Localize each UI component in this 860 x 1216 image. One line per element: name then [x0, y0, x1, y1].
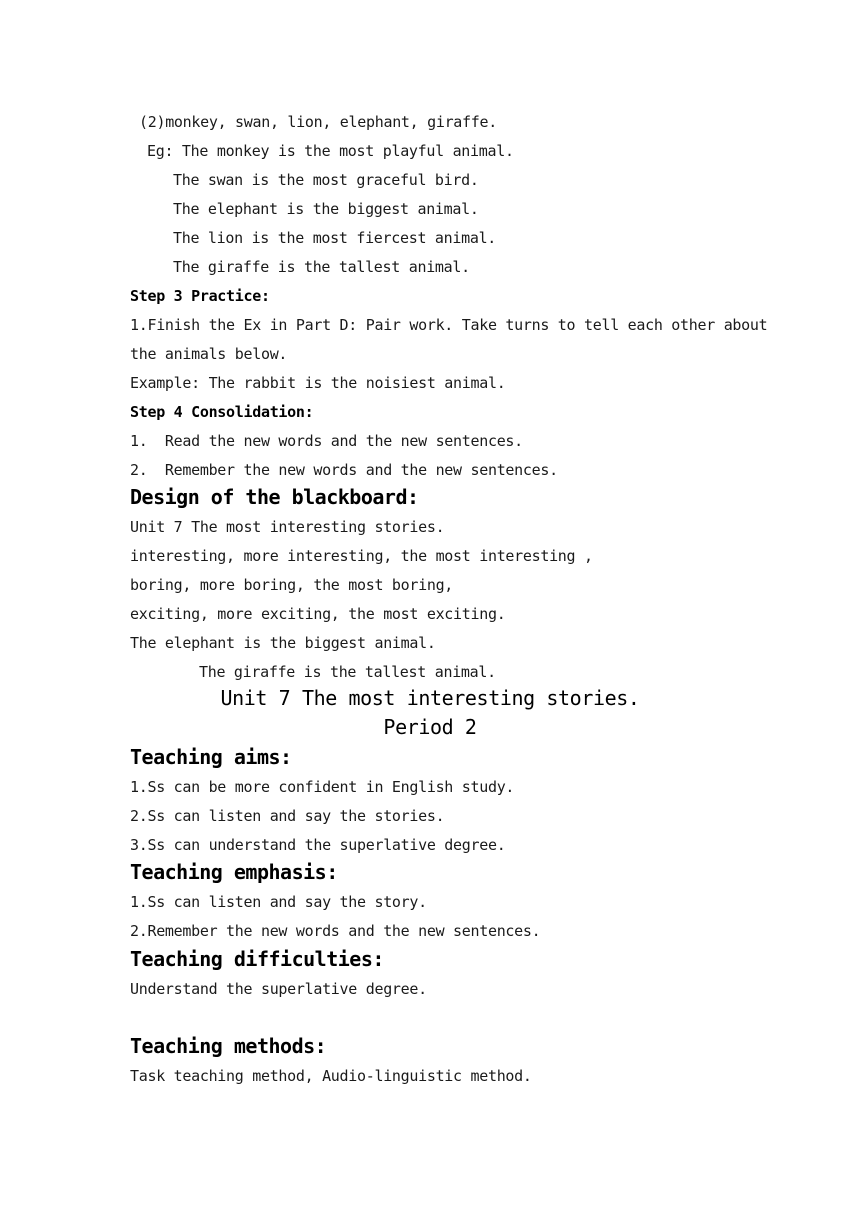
example-sentence: The giraffe is the tallest animal.	[173, 258, 470, 276]
blackboard-heading: Design of the blackboard:	[130, 485, 419, 509]
step3-example: Example: The rabbit is the noisiest animal.	[130, 374, 506, 392]
step3-heading: Step 3 Practice:	[130, 287, 270, 305]
example-sentence: The lion is the most fiercest animal.	[173, 229, 497, 247]
aims-item: 1.Ss can be more confident in English study.	[130, 778, 515, 796]
blackboard-line: Unit 7 The most interesting stories.	[130, 518, 445, 536]
difficulties-text: Understand the superlative degree.	[130, 980, 427, 998]
step3-item-continued: the animals below.	[130, 345, 288, 363]
teaching-methods-heading: Teaching methods:	[130, 1034, 327, 1058]
blackboard-line: exciting, more exciting, the most exciting.	[130, 605, 506, 623]
blackboard-line: boring, more boring, the most boring,	[130, 576, 454, 594]
step4-heading: Step 4 Consolidation:	[130, 403, 314, 421]
step3-item: 1.Finish the Ex in Part D: Pair work. Take turns to tell each other about	[130, 316, 768, 334]
example-sentence: The swan is the most graceful bird.	[173, 171, 479, 189]
blackboard-line: The giraffe is the tallest animal.	[199, 663, 496, 681]
aims-item: 3.Ss can understand the superlative degree.	[130, 836, 506, 854]
aims-item: 2.Ss can listen and say the stories.	[130, 807, 445, 825]
unit-title: Unit 7 The most interesting stories.	[220, 686, 640, 710]
example-animal-list: (2)monkey, swan, lion, elephant, giraffe.	[139, 113, 497, 131]
example-sentence: The elephant is the biggest animal.	[173, 200, 479, 218]
period-subtitle: Period 2	[383, 715, 477, 739]
step4-item: 2. Remember the new words and the new sentences.	[130, 461, 558, 479]
step4-item: 1. Read the new words and the new sentences.	[130, 432, 523, 450]
emphasis-item: 2.Remember the new words and the new sentences.	[130, 922, 541, 940]
example-sentence: Eg: The monkey is the most playful animal.	[147, 142, 514, 160]
blackboard-line: The elephant is the biggest animal.	[130, 634, 436, 652]
emphasis-item: 1.Ss can listen and say the story.	[130, 893, 427, 911]
teaching-emphasis-heading: Teaching emphasis:	[130, 860, 338, 884]
blackboard-line: interesting, more interesting, the most interesting ,	[130, 547, 593, 565]
methods-text: Task teaching method, Audio-linguistic method.	[130, 1067, 532, 1085]
teaching-aims-heading: Teaching aims:	[130, 745, 292, 769]
teaching-difficulties-heading: Teaching difficulties:	[130, 947, 384, 971]
